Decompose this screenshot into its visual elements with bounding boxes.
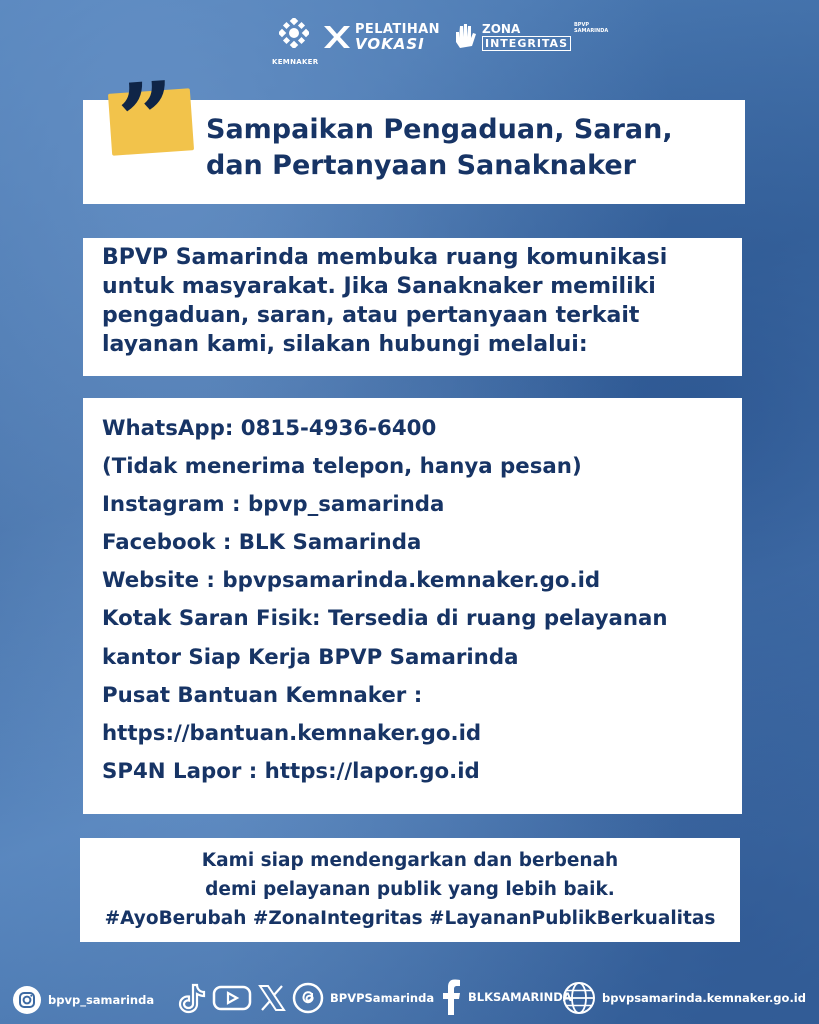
footer-facebook [440, 979, 572, 1015]
footer-instagram [12, 985, 154, 1015]
contact-website: Website : bpvpsamarinda.kemnaker.go.id [102, 568, 601, 594]
kemnaker-emblem-icon [279, 18, 309, 48]
contact-kotak-saran: Kotak Saran Fisik: Tersedia di ruang pelayanan [102, 606, 668, 632]
page-title [206, 112, 726, 184]
title-line-1: Sampaikan Pengaduan, Saran, [206, 114, 673, 145]
closing-card [80, 838, 740, 942]
footer-website [562, 981, 806, 1015]
pelatihan-text: PELATIHAN [355, 22, 440, 37]
kemnaker-caption: KEMNAKER [272, 58, 319, 66]
quote-icon: ” [108, 88, 194, 156]
footer-facebook-handle: BLKSAMARINDA [468, 990, 572, 1004]
footer-socials-handle: BPVPSamarinda [330, 991, 435, 1005]
zona-text: ZONA [482, 22, 521, 36]
pelatihan-vokasi-mark-icon [322, 22, 352, 52]
zona-integritas-logo [452, 22, 608, 51]
kemnaker-logo [272, 18, 319, 66]
footer-instagram-handle: bpvp_samarinda [48, 993, 155, 1007]
contact-card [83, 398, 742, 814]
contact-facebook: Facebook : BLK Samarinda [102, 530, 422, 556]
integritas-text: INTEGRITAS [482, 36, 571, 51]
contact-whatsapp-note: (Tidak menerima telepon, hanya pesan) [102, 454, 582, 480]
title-line-2: dan Pertanyaan Sanaknaker [206, 150, 636, 181]
closing-line-1: Kami siap mendengarkan dan berbenah [201, 850, 619, 871]
instagram-icon [12, 985, 42, 1015]
x-twitter-icon [256, 983, 288, 1013]
threads-icon [292, 982, 324, 1014]
globe-icon [562, 981, 596, 1015]
closing-hashtags: #AyoBerubah #ZonaIntegritas #LayananPublikBerkualitas [104, 908, 716, 929]
contact-pusat-bantuan: Pusat Bantuan Kemnaker : [102, 682, 423, 708]
youtube-icon [212, 983, 252, 1013]
tiktok-icon [176, 981, 208, 1015]
closing-line-2: demi pelayanan publik yang lebih baik. [205, 879, 615, 900]
pelatihan-vokasi-logo [322, 22, 440, 52]
contact-kotak-saran-location: kantor Siap Kerja BPVP Samarinda [102, 644, 519, 670]
intro-text: BPVP Samarinda membuka ruang komunikasi untuk masyarakat. Jika Sanaknaker memiliki pengaduan, saran, atau pertanyaan terkait layanan kami, silakan hubungi melalui: [102, 245, 668, 357]
footer [0, 975, 819, 1019]
footer-website-url: bpvpsamarinda.kemnaker.go.id [602, 991, 806, 1005]
contact-instagram: Instagram : bpvp_samarinda [102, 492, 445, 518]
contact-pusat-bantuan-url: https://bantuan.kemnaker.go.id [102, 720, 482, 746]
contact-sp4n-lapor: SP4N Lapor : https://lapor.go.id [102, 758, 480, 784]
vokasi-text: VOKASI [355, 35, 425, 53]
facebook-icon [440, 979, 462, 1015]
bpvp-samarinda-label: BPVP SAMARINDA [574, 22, 609, 34]
contact-whatsapp: WhatsApp: 0815-4936-6400 [102, 416, 437, 441]
footer-socials [176, 981, 434, 1015]
zona-integritas-hand-icon [452, 22, 478, 50]
intro-card [83, 238, 742, 376]
